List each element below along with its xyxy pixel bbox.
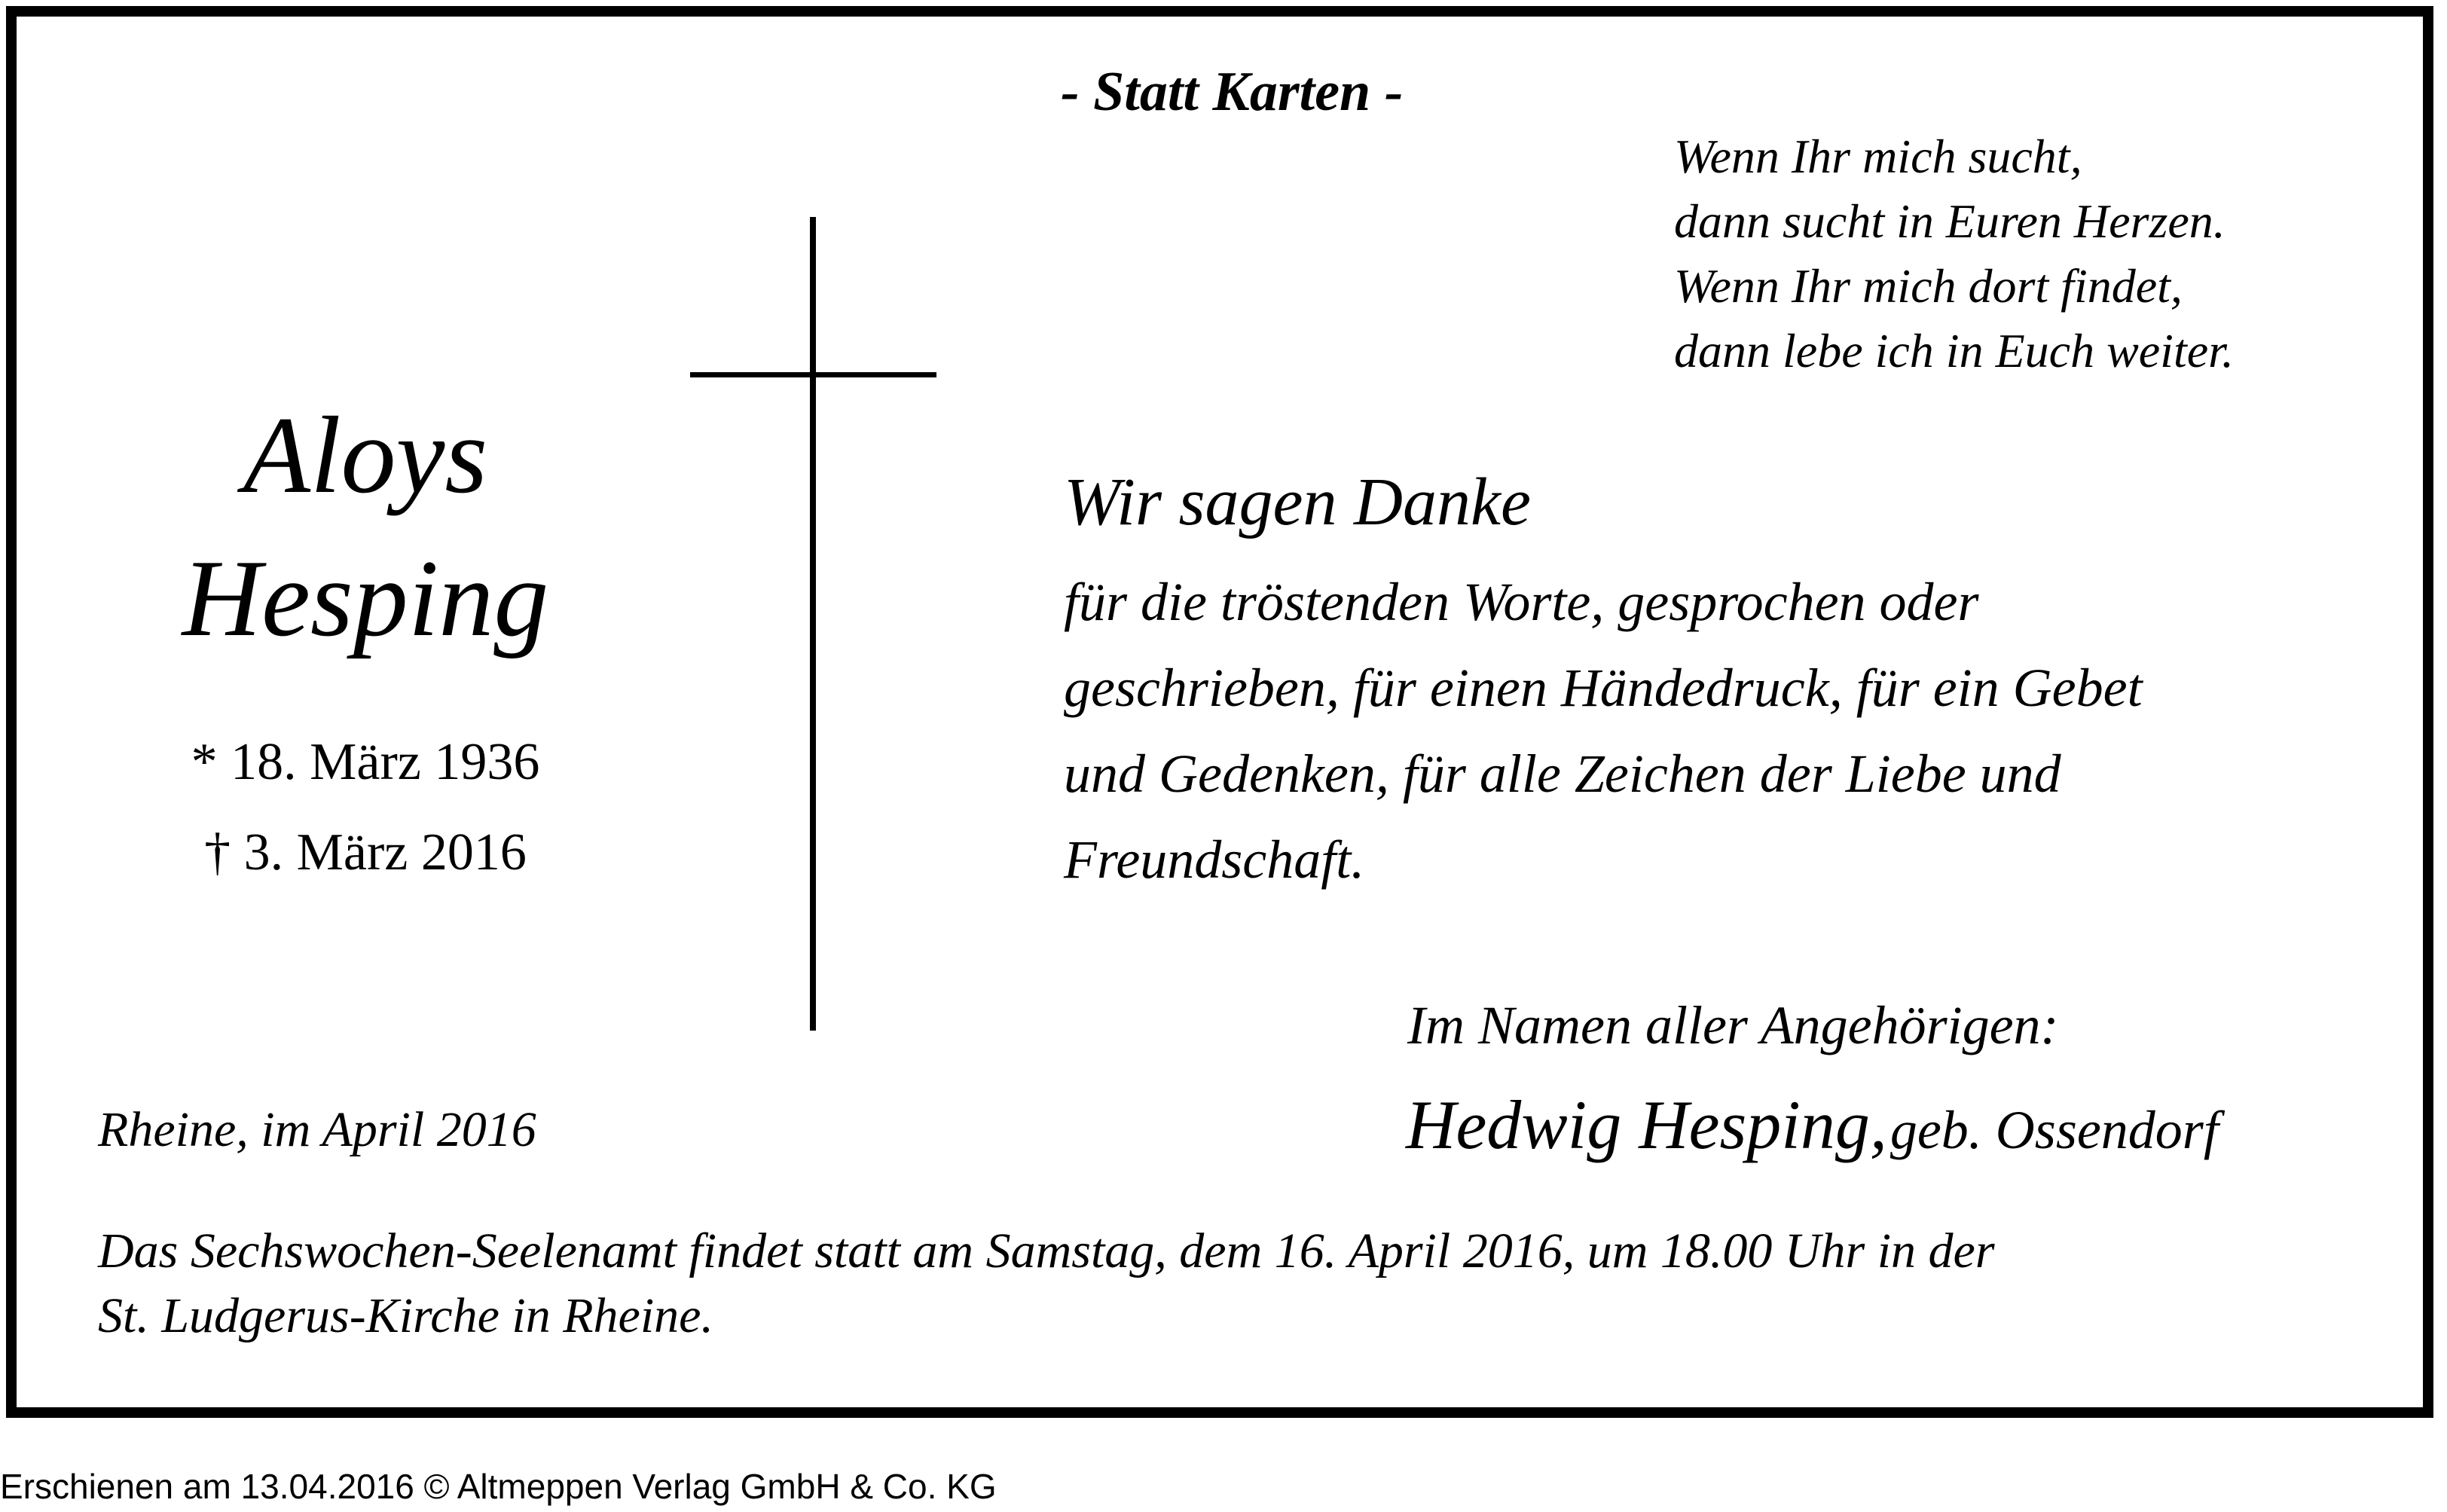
family-intro: Im Namen aller Angehörigen: [1407, 995, 2059, 1055]
service-line: Das Sechswochen-Seelenamt findet statt am Samstag, dem 16. April 2016, um 18.00 Uhr in der [98, 1223, 1995, 1278]
deceased-last-name: Hesping [182, 537, 549, 659]
thanks-line: und Gedenken, für alle Zeichen der Liebe und [1064, 744, 2061, 804]
service-line: St. Ludgerus-Kirche in Rheine. [98, 1288, 713, 1343]
family-signature [1406, 1085, 2219, 1165]
poem [1674, 124, 2234, 383]
publication-footer: Erschienen am 13.04.2016 © Altmeppen Verlag GmbH & Co. KG [0, 1467, 997, 1506]
deceased-first-name: Aloys [243, 394, 488, 516]
statt-karten-heading: - Statt Karten - [1061, 61, 1404, 123]
family-name: Hedwig Hesping, [1406, 1086, 1887, 1163]
family-maiden-name: geb. Ossendorf [1889, 1100, 2219, 1160]
cross-vertical-bar [810, 217, 816, 1031]
death-date: † 3. März 2016 [204, 823, 527, 881]
service-notice [98, 1219, 1995, 1349]
poem-line: Wenn Ihr mich dort findet, [1674, 259, 2183, 313]
poem-line: dann lebe ich in Euch weiter. [1674, 324, 2234, 377]
birth-date: * 18. März 1936 [191, 733, 540, 791]
thanks-heading: Wir sagen Danke [1064, 465, 1531, 539]
thanks-text [1064, 559, 2143, 903]
thanks-line: geschrieben, für einen Händedruck, für ein Gebet [1064, 658, 2143, 718]
thanks-line: für die tröstenden Worte, gesprochen oder [1064, 572, 1979, 632]
cross-horizontal-bar [690, 372, 936, 377]
place-date: Rheine, im April 2016 [98, 1102, 536, 1157]
poem-line: dann sucht in Euren Herzen. [1674, 194, 2226, 248]
thanks-line: Freundschaft. [1064, 829, 1365, 890]
poem-line: Wenn Ihr mich sucht, [1674, 130, 2082, 183]
